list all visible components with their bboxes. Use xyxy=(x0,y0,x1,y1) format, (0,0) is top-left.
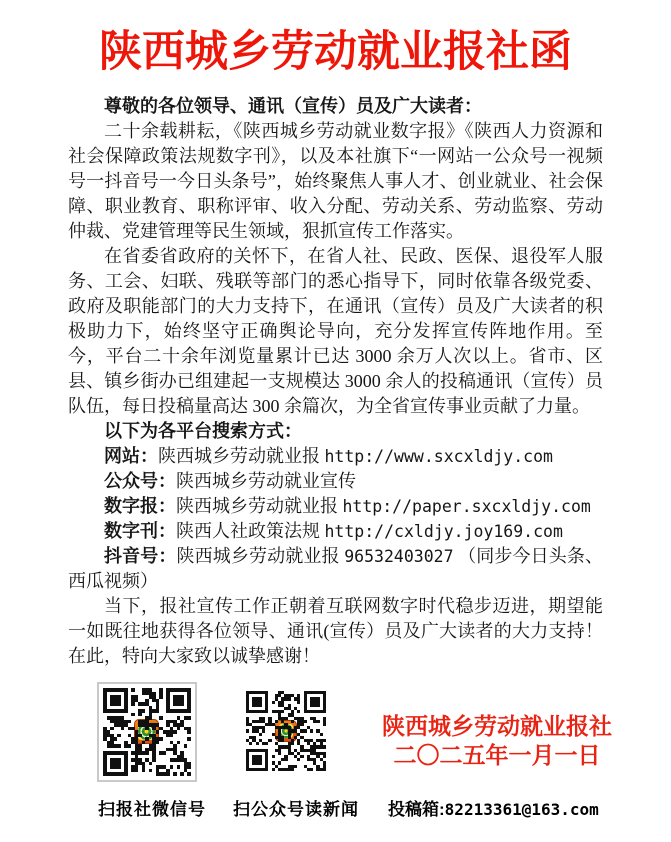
document-title: 陕西城乡劳动就业报社函 xyxy=(99,29,572,76)
signature-date: 二〇二五年一月一日 xyxy=(393,743,601,768)
qr-code-icon xyxy=(246,691,326,771)
platform-label: 数字报： xyxy=(104,496,176,516)
platform-label: 数字刊： xyxy=(104,521,176,541)
platform-item-digital-journal xyxy=(68,519,603,544)
platform-label: 公众号： xyxy=(104,471,176,491)
wechat-qr-caption: 扫报社微信号 xyxy=(98,800,206,819)
platform-name: 陕西城乡劳动就业报 xyxy=(176,496,343,516)
official-account-qr-caption: 扫公众号读新闻 xyxy=(233,800,359,819)
platform-id: 96532403027 xyxy=(344,547,454,566)
mailbox-email: 82213361@163.com xyxy=(444,800,599,819)
platform-url: http://paper.sxcxldjy.com xyxy=(342,497,591,516)
submission-mailbox xyxy=(388,795,599,820)
platform-item-douyin xyxy=(68,544,603,594)
platform-url: http://www.sxcxldjy.com xyxy=(324,447,553,466)
greeting-line: 尊敬的各位领导、通讯（宣传）员及广大读者： xyxy=(104,96,482,116)
platform-item-digital-paper xyxy=(68,494,603,519)
platform-label: 抖音号： xyxy=(104,546,177,566)
footer-section xyxy=(68,682,612,842)
signature-block xyxy=(363,712,631,770)
mailbox-label: 投稿箱: xyxy=(388,800,445,819)
signature-org: 陕西城乡劳动就业报社 xyxy=(382,714,612,739)
platform-name: 陕西人社政策法规 xyxy=(176,521,325,541)
platform-name: 陕西城乡劳动就业宣传 xyxy=(176,471,356,491)
platform-name: 陕西城乡劳动就业报 xyxy=(158,446,325,466)
paragraph-intro: 二十余载耕耘，《陕西城乡劳动就业数字报》《陕西人力资源和社会保障政策法规数字刊》，以及本社旗下“一网站一公众号一视频号一抖音号一今日头条号”，始终聚焦人事人才、创业就业、社会保障、职业教育、职称评审、收入分配、劳动关系、劳动监察、劳动仲裁、党建管理等民生领域，狠抓宣传工作落实。 xyxy=(68,121,603,241)
platform-item-wechat-account xyxy=(68,469,603,494)
paragraph-support: 在省委省政府的关怀下，在省人社、民政、医保、退役军人服务、工会、妇联、残联等部门的悉心指导下，同时依靠各级党委、政府及职能部门的大力支持下，在通讯（宣传）员及广大读者的积极助力下，始终坚守正确舆论导向，充分发挥宣传阵地作用。至今，平台二十余年浏览量累计已达 3000 余万人次以上。省市、区县、镇乡街办已组建起一支规模达 3000 余人的投稿通讯（宣传）员队伍，每日投稿量高达 300 余篇次，为全省宣传事业贡献了力量。 xyxy=(68,246,603,416)
paragraph-closing: 当下，报社宣传工作正朝着互联网数字时代稳步迈进，期望能一如既往地获得各位领导、通讯(宣传）员及广大读者的大力支持！在此，特向大家致以诚挚感谢！ xyxy=(68,596,603,666)
platform-url: http://cxldjy.joy169.com xyxy=(324,522,563,541)
qr-code-icon xyxy=(103,688,191,776)
official-account-qr-code xyxy=(243,688,329,774)
platform-label: 网站： xyxy=(104,446,158,466)
wechat-qr-code xyxy=(97,682,197,782)
platform-item-website xyxy=(68,444,603,469)
platform-name: 陕西城乡劳动就业报 xyxy=(176,546,345,566)
letter-body xyxy=(68,94,603,669)
platform-suffix: （同步今日头条、西瓜视频） xyxy=(68,546,604,591)
search-methods-heading: 以下为各平台搜索方式： xyxy=(104,421,302,441)
